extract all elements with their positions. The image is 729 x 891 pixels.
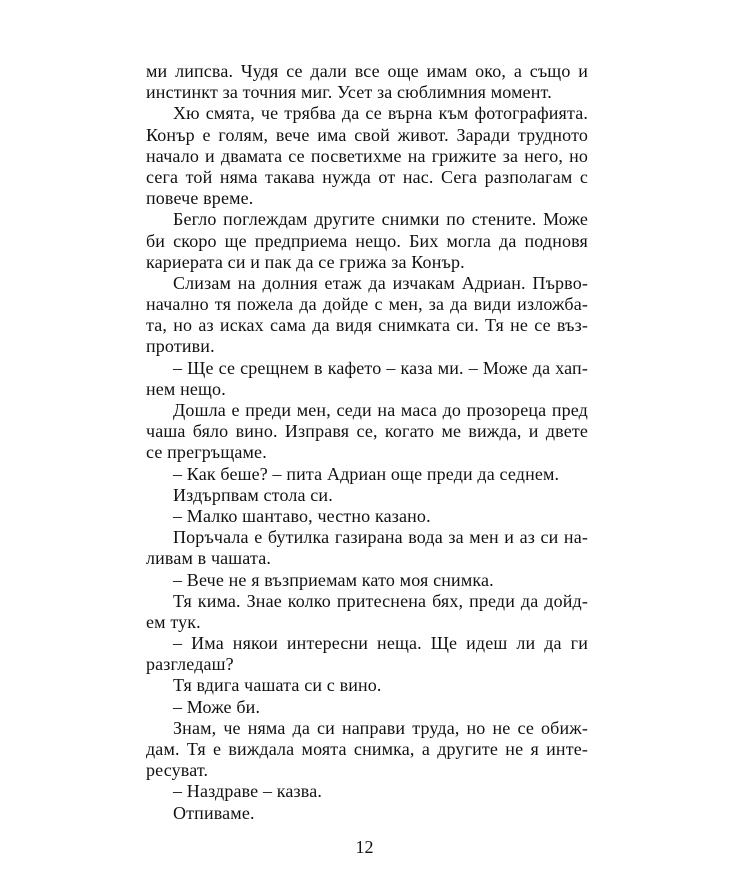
text-line: Хю смята, че трябва да се върна към фотографията.: [173, 103, 588, 124]
text-line: сега той няма такава нужда от нас. Сега разполагам с: [146, 166, 588, 187]
text-line: Знам, че няма да си направи труда, но не се обиж-: [173, 717, 588, 738]
text-line: кариерата си и пак да се грижа за Конър.: [146, 251, 465, 272]
text-line: – Ще се срещнем в кафето – каза ми. – Може да хап-: [173, 357, 588, 378]
text-line: – Има някои интересни неща. Ще идеш ли да ги: [173, 633, 588, 654]
text-line: ресуват.: [146, 760, 209, 781]
paragraph: [146, 464, 588, 485]
text-line: – Наздраве – казва.: [173, 781, 322, 802]
text-line: разгледаш?: [146, 654, 234, 675]
text-line: – Малко шантаво, честно казано.: [173, 505, 431, 526]
text-line: нем нещо.: [146, 378, 226, 399]
paragraph: [146, 61, 588, 103]
text-line: Слизам на долния етаж да изчакам Адриан. Първо-: [173, 272, 588, 293]
text-line: се прегръщаме.: [146, 442, 267, 463]
paragraph: [146, 273, 588, 358]
text-line: – Вече не я възприемам като моя снимка.: [173, 569, 494, 590]
text-line: начало и двамата се посветихме на грижите за него, но: [146, 145, 588, 166]
text-line: ем тук.: [146, 611, 201, 632]
paragraph: [146, 675, 588, 696]
paragraph: [146, 718, 588, 782]
text-line: Бегло поглеждам другите снимки по стените. Може: [173, 209, 588, 230]
text-line: – Как беше? – пита Адриан още преди да седнем.: [173, 463, 560, 484]
paragraph: [146, 570, 588, 591]
text-line: би скоро ще предприема нещо. Бих могла да подновя: [146, 230, 588, 251]
text-line: чаша бяло вино. Изправя се, когато ме вижда, и двете: [146, 421, 588, 442]
page-number: 12: [355, 837, 374, 857]
text-line: ми липсва. Чудя се дали все още имам око, а също и: [146, 61, 588, 81]
text-line: Отпиваме.: [173, 802, 255, 823]
text-line: Тя кима. Знае колко притеснена бях, преди да дойд-: [173, 590, 588, 611]
paragraph: [146, 506, 588, 527]
text-line: – Може би.: [173, 696, 261, 717]
paragraph: [146, 591, 588, 633]
text-line: ливам в чашата.: [146, 548, 272, 569]
paragraph: [146, 485, 588, 506]
text-line: Поръчала е бутилка газирана вода за мен и аз си на-: [173, 527, 588, 548]
text-line: инстинкт за точния миг. Усет за сюблимния момент.: [146, 82, 552, 103]
text-line: Издърпвам стола си.: [173, 484, 333, 505]
body-text: [146, 61, 588, 824]
paragraph: [146, 633, 588, 675]
paragraph: [146, 209, 588, 273]
text-line: Конър е голям, вече има свой живот. Заради трудното: [146, 124, 588, 145]
paragraph: [146, 358, 588, 400]
text-line: дам. Тя е виждала моята снимка, а другите не я инте-: [146, 739, 588, 759]
paragraph: [146, 527, 588, 569]
paragraph: [146, 400, 588, 464]
text-line: Тя вдига чашата си с вино.: [173, 675, 382, 696]
text-line: та, но аз исках сама да видя снимката си. Тя не се въз-: [146, 315, 588, 336]
paragraph: [146, 103, 588, 209]
paragraph: [146, 697, 588, 718]
paragraph: [146, 803, 588, 824]
text-line: противи.: [146, 336, 215, 357]
text-line: начално тя пожела да дойде с мен, за да види изложба-: [146, 294, 588, 315]
paragraph: [146, 781, 588, 802]
text-line: повече време.: [146, 188, 254, 209]
text-line: Дошла е преди мен, седи на маса до прозореца пред: [173, 400, 588, 420]
